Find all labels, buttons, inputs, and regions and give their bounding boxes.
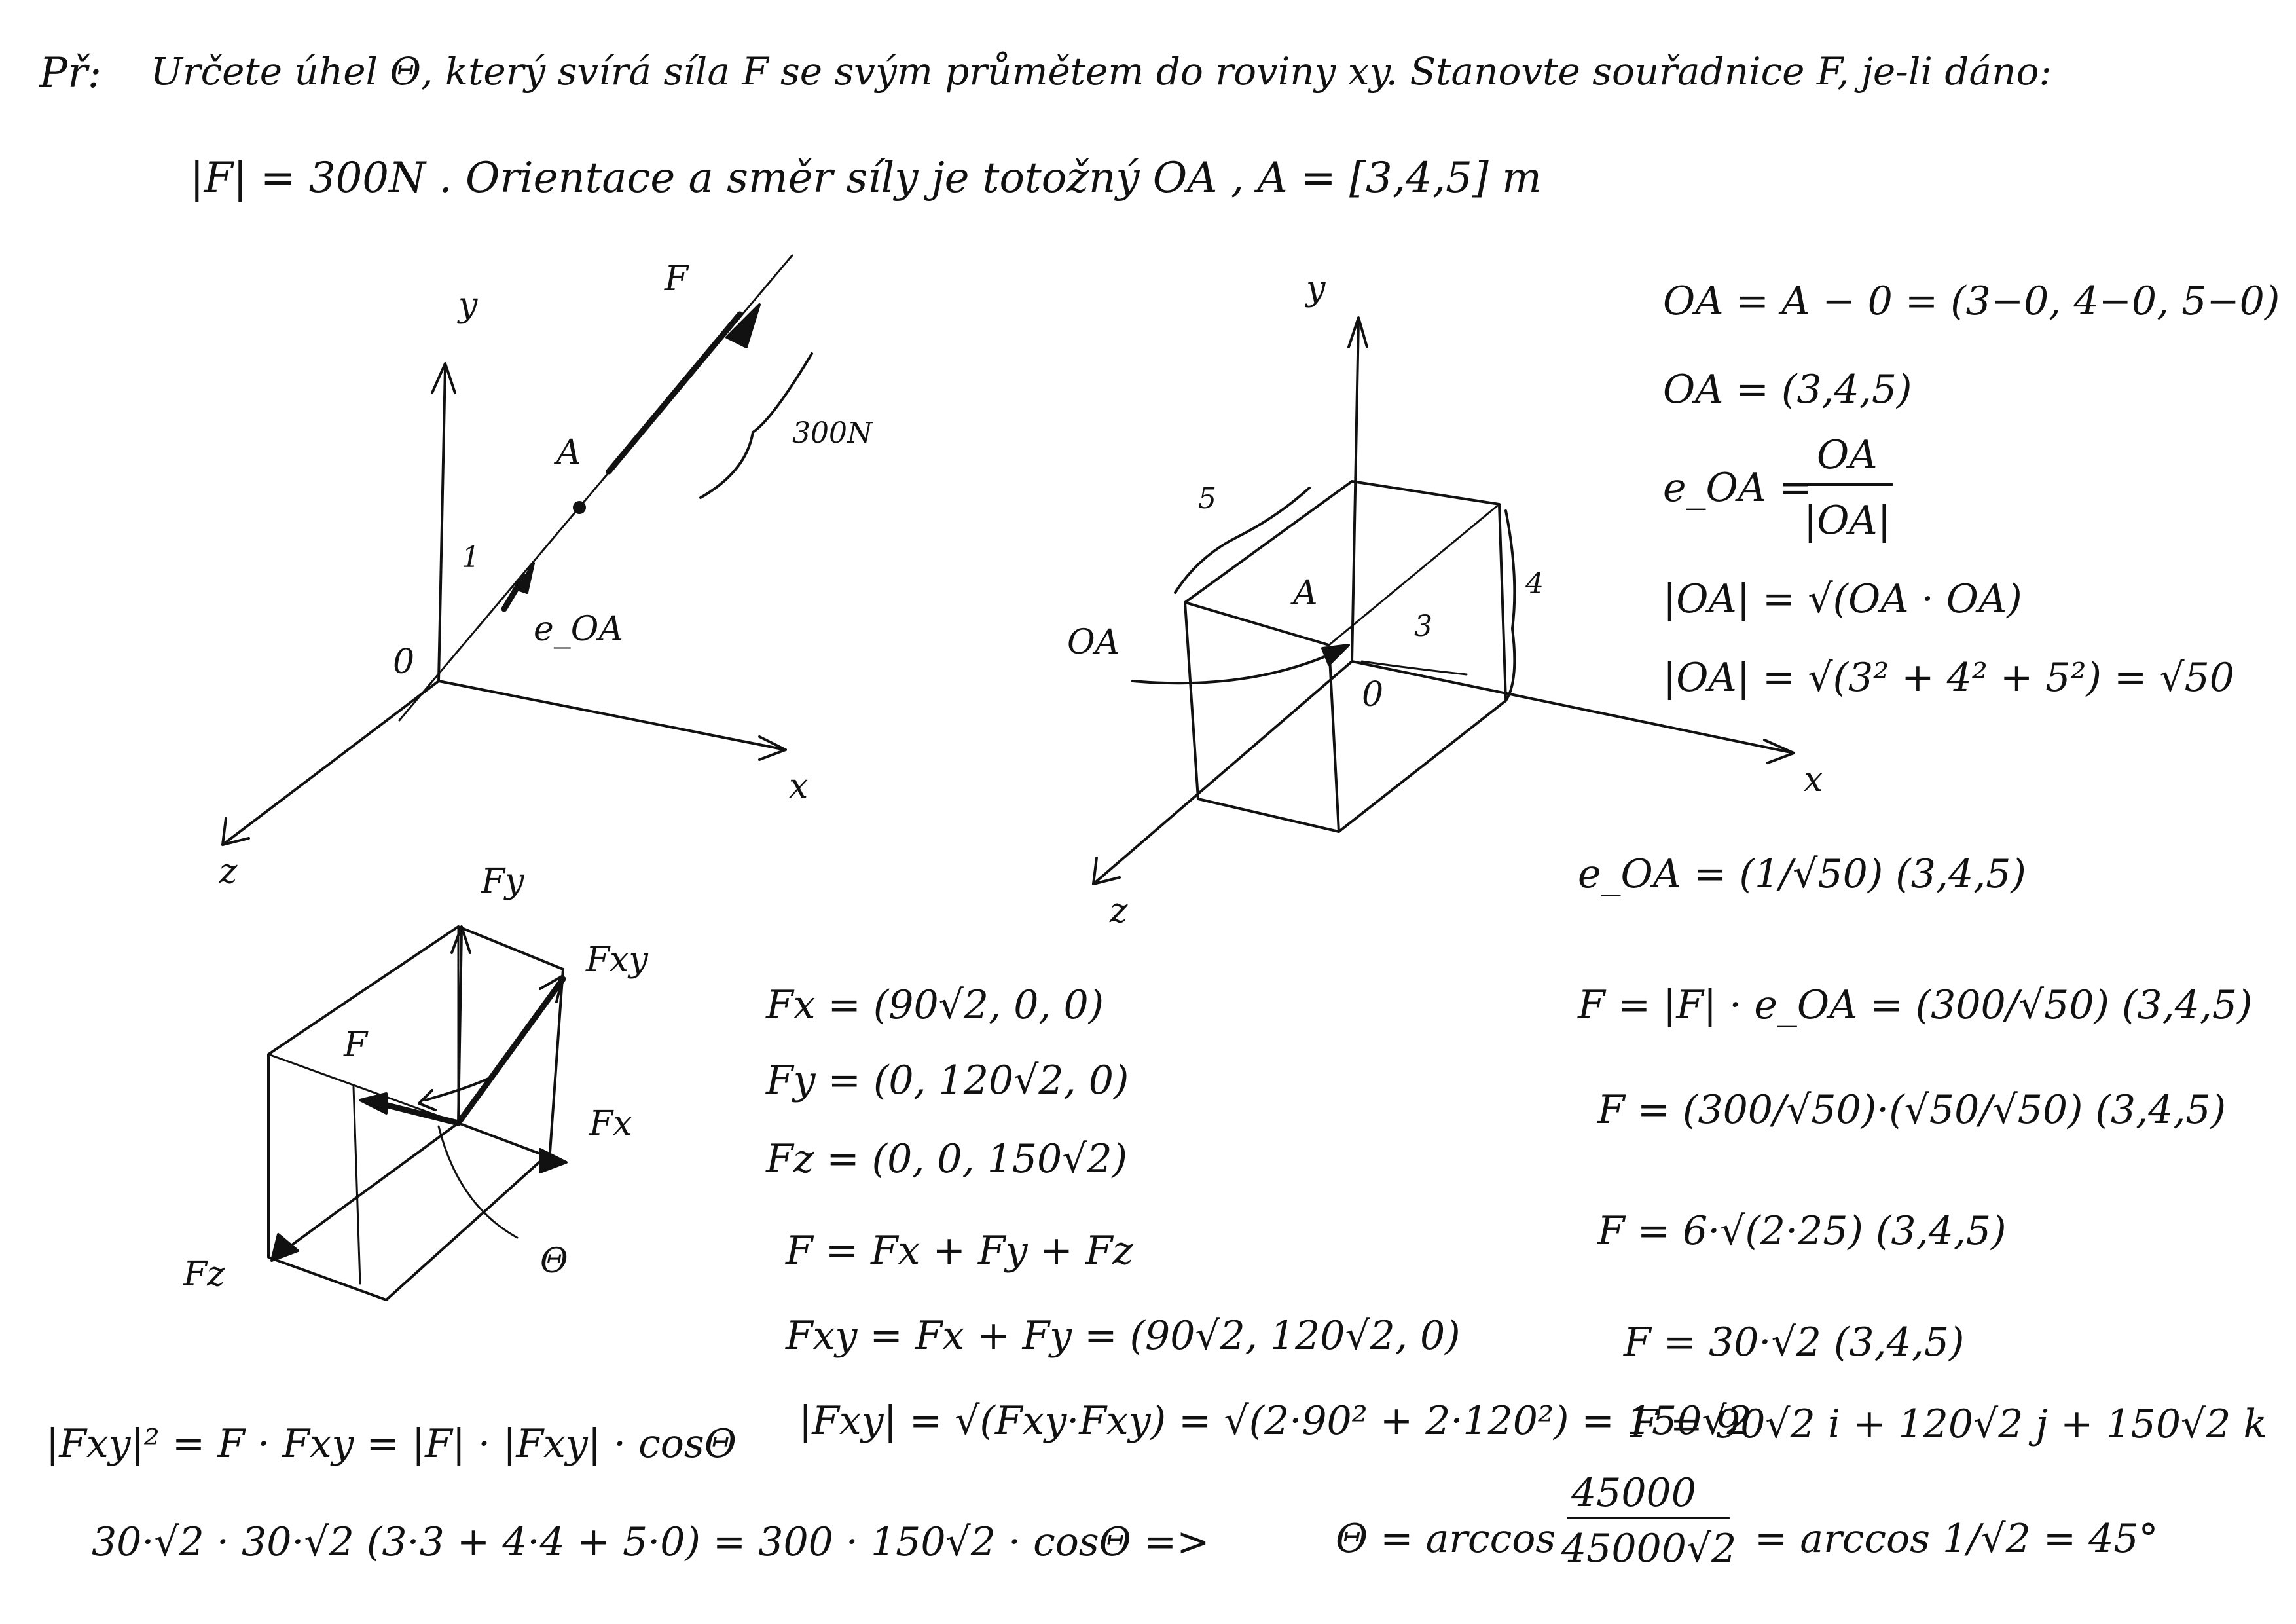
calc-fxy-magnitude: |Fxy| = √(Fxy·Fxy) = √(2·90² + 2·120²) = 150√2 (799, 1398, 1752, 1444)
calc-unit-vector-den: |OA| (1804, 498, 1891, 544)
calc-force-simplified: F = 6·√(2·25) (3,4,5) (1597, 1208, 2007, 1254)
fig1-magnitude-label: 300N (792, 416, 873, 450)
fig2-x-label: x (1804, 760, 1823, 800)
fig3-theta-label: Θ (540, 1242, 568, 1281)
fig3-fy-label: Fy (481, 862, 524, 901)
calc-force-value: F = 30·√2 (3,4,5) (1624, 1320, 1965, 1365)
calc-unit-vector-num: OA (1817, 432, 1878, 478)
problem-text-line1: Určete úhel Θ, který svírá síla F se svým průmětem do roviny xy. Stanovte souřadnice F, je-li dáno: (151, 49, 2052, 94)
fig3-fxy-label: Fxy (586, 940, 648, 980)
fig1-point-label: A (556, 433, 581, 472)
fig2-y-label: y (1306, 269, 1326, 308)
calc-oa-magnitude: |OA| = √(3² + 4² + 5²) = √50 (1663, 655, 2234, 701)
calc-fx: Fx = (90√2, 0, 0) (766, 982, 1104, 1028)
fig1-y-label: y (458, 286, 478, 325)
calc-force-def: F = |F| · e_OA = (300/√50) (3,4,5) (1578, 982, 2253, 1028)
fig2-dim-z: 5 (1198, 482, 1216, 515)
fig2-vector-label: OA (1067, 623, 1120, 662)
calc-unit-vector-lhs: e_OA = (1663, 465, 1812, 511)
fig2-origin-label: 0 (1362, 675, 1384, 714)
calc-theta-num: 45000 (1571, 1470, 1696, 1516)
fig1-z-label: z (219, 852, 238, 891)
calc-fz: Fz = (0, 0, 150√2) (766, 1136, 1128, 1182)
fig3-fz-label: Fz (183, 1255, 225, 1294)
fig2-point-label: A (1293, 574, 1318, 613)
calc-theta-den: 45000√2 (1561, 1526, 1737, 1572)
calc-f-sum: F = Fx + Fy + Fz (786, 1228, 1134, 1274)
fig1-unit-mark: 1 (462, 541, 480, 574)
problem-label: Př: (39, 49, 102, 98)
calc-cos-relation: |Fxy|² = F · Fxy = |F| · |Fxy| · cosΘ (46, 1421, 737, 1467)
fig1-unit-vector-label: e_OA (534, 610, 623, 649)
calc-force-components: F = 90√2 i + 120√2 j + 150√2 k (1630, 1401, 2267, 1447)
calc-unit-vector-value: e_OA = (1/√50) (3,4,5) (1578, 851, 2026, 897)
fig3-f-label: F (344, 1025, 368, 1065)
fig2-dim-y: 4 (1525, 567, 1544, 600)
fig3-fx-label: Fx (589, 1104, 632, 1143)
calc-theta-lhs: Θ = arccos (1336, 1516, 1556, 1562)
problem-text-line2: |F| = 300N . Orientace a směr síly je totožný OA , A = [3,4,5] m (190, 154, 1542, 202)
fig2-dim-x: 3 (1414, 610, 1432, 643)
fig1-origin-label: 0 (393, 642, 415, 682)
calc-fxy: Fxy = Fx + Fy = (90√2, 120√2, 0) (786, 1313, 1461, 1359)
calc-oa-magnitude-def: |OA| = √(OA · OA) (1663, 576, 2022, 622)
calc-oa-def: OA = A − 0 = (3−0, 4−0, 5−0) (1663, 278, 2280, 324)
fig1-force-label: F (665, 259, 689, 299)
fig1-x-label: x (789, 767, 809, 806)
calc-force-rationalized: F = (300/√50)·(√50/√50) (3,4,5) (1597, 1087, 2226, 1133)
calc-cos-substitution: 30·√2 · 30·√2 (3·3 + 4·4 + 5·0) = 300 · 150√2 · cosΘ => (92, 1519, 1210, 1565)
calc-oa-value: OA = (3,4,5) (1663, 367, 1912, 413)
calc-fy: Fy = (0, 120√2, 0) (766, 1058, 1129, 1103)
fig2-z-label: z (1110, 891, 1128, 931)
calc-theta-result: = arccos 1/√2 = 45° (1755, 1516, 2159, 1562)
